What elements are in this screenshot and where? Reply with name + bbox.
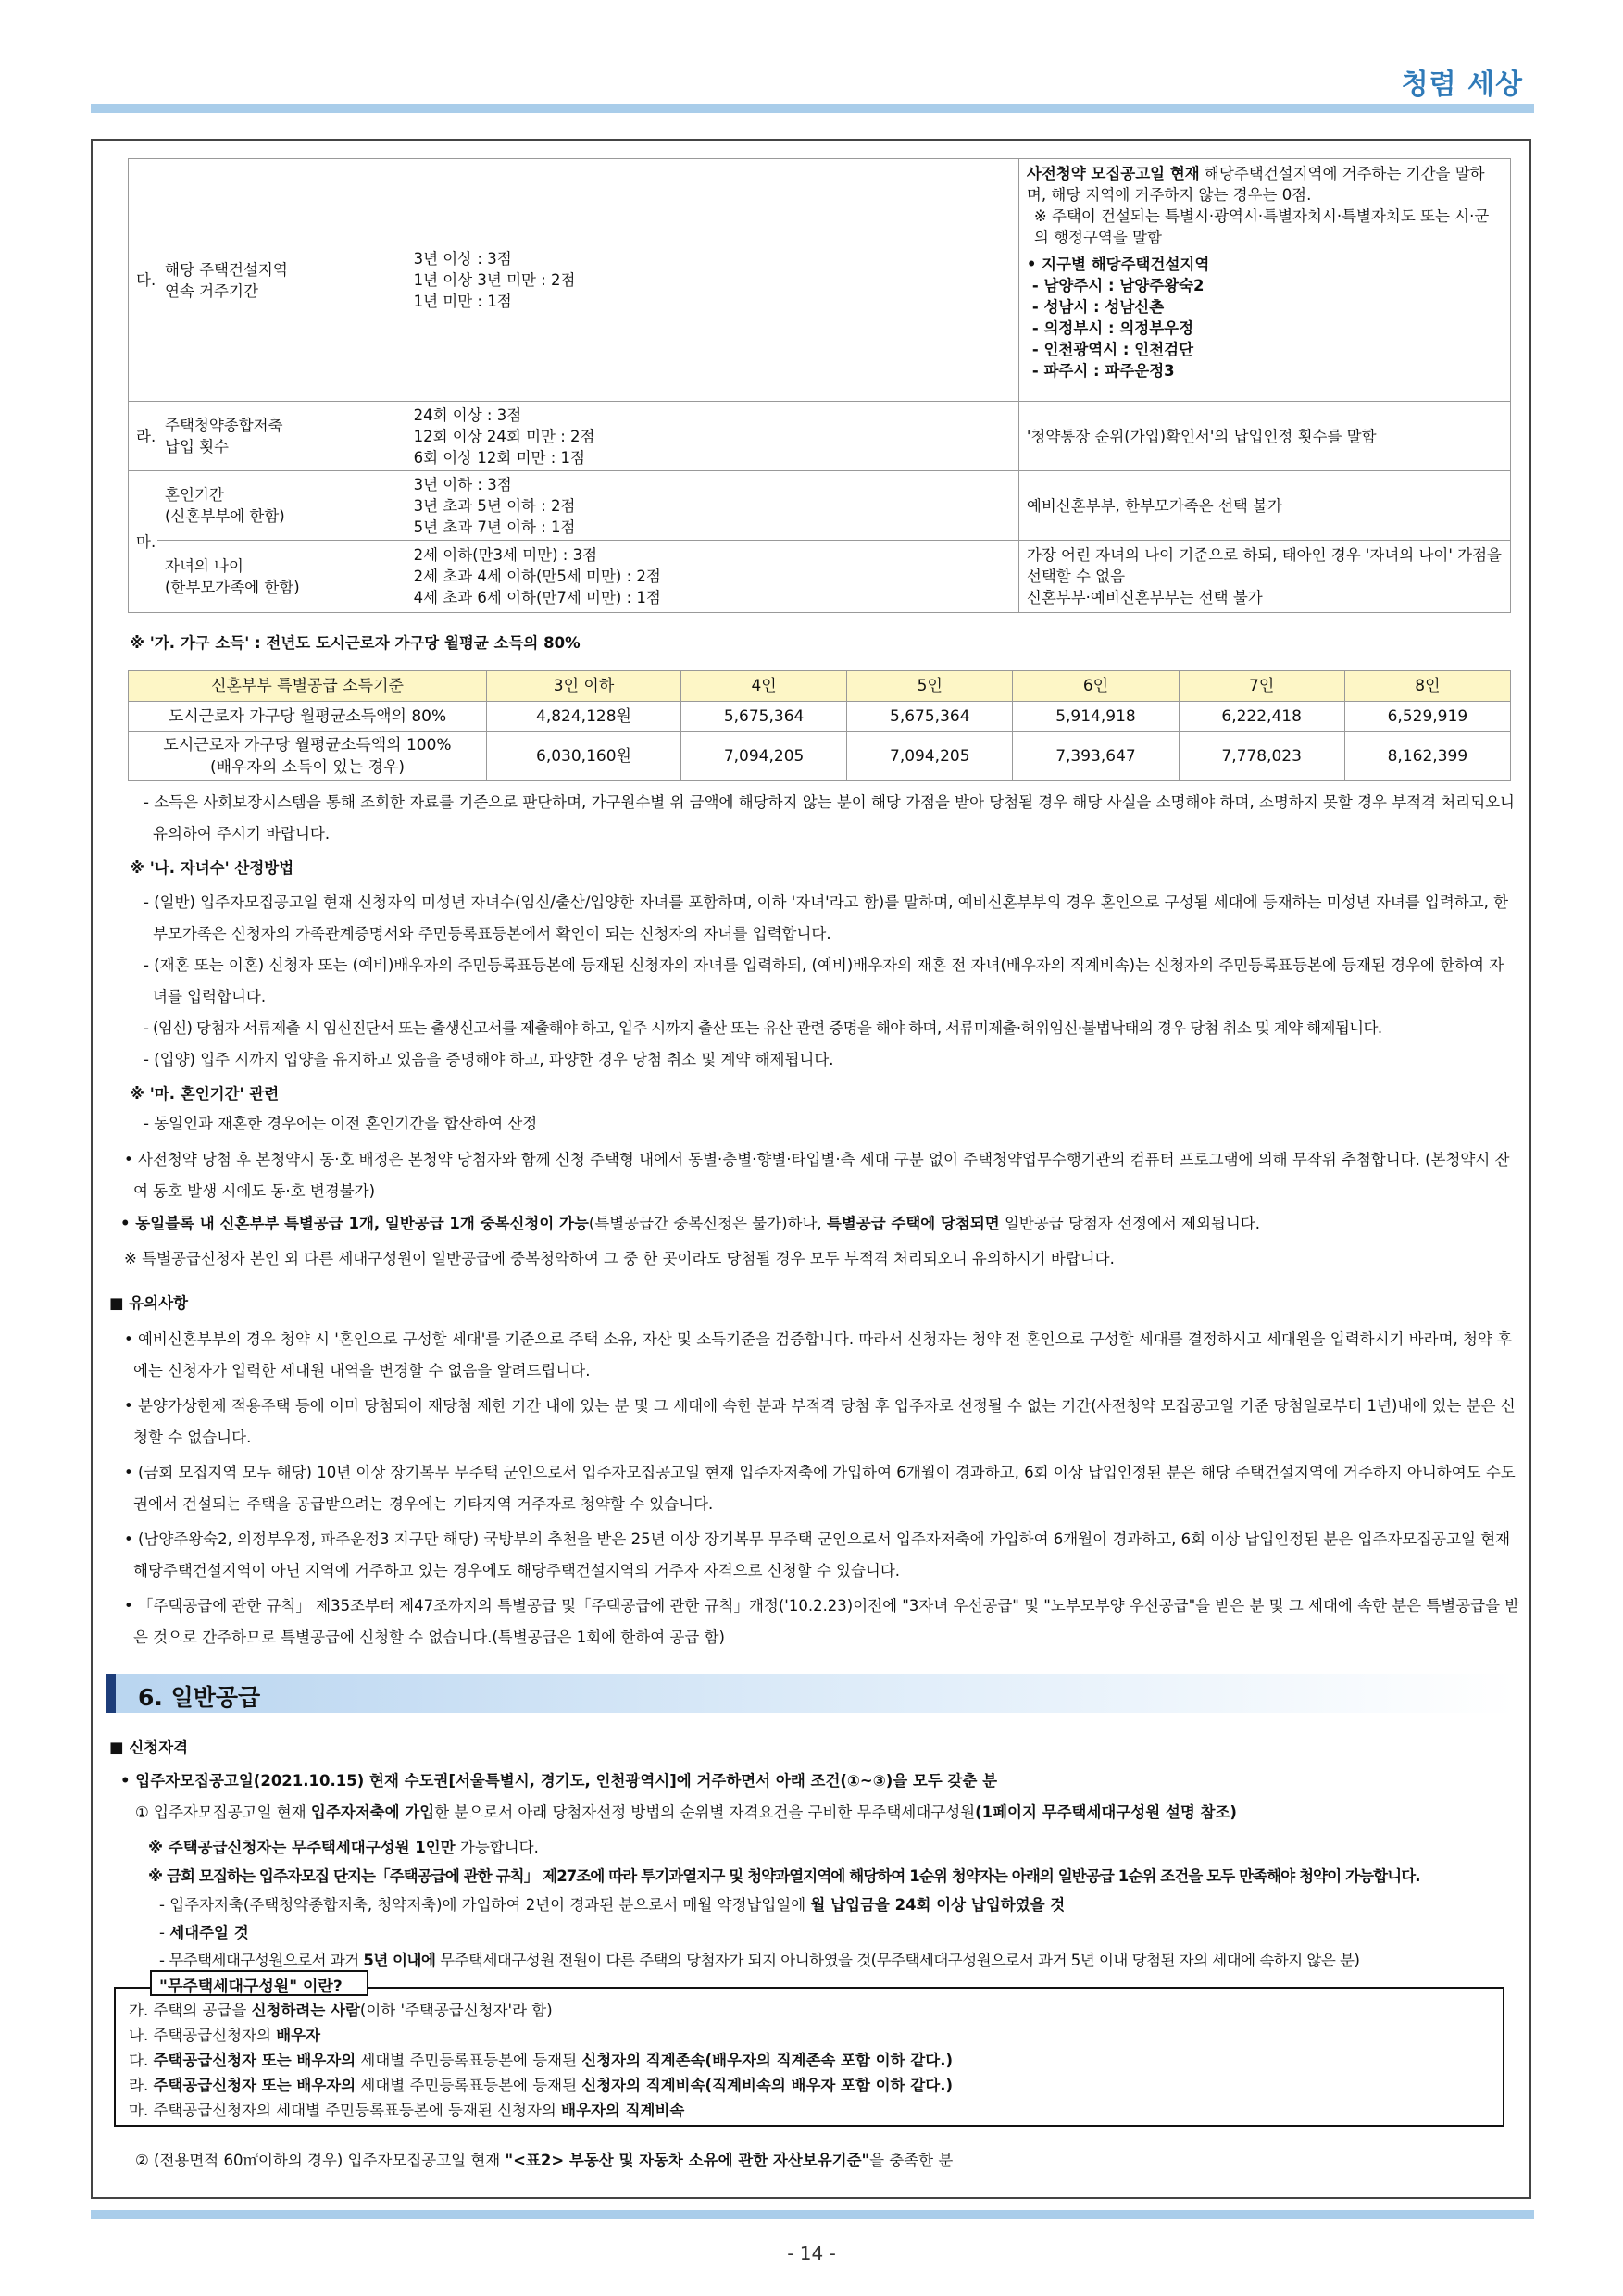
table-cell: 7,094,205 [847, 732, 1013, 781]
def-bold: 주택공급신청자 또는 배우자의 [153, 2052, 356, 2069]
child-item: - (일반) 입주자모집공고일 현재 신청자의 미성년 자녀수(임신/출산/입양한 자녀를 포함하며, 이하 '자녀'라고 함)를 말하며, 예비신혼부부의 경우 혼인으로 구성될 세대에 등재하는 미성년 자녀를 입력하고, 한부모가족은 신청자의 가족관계증명서와 주민등록표등본에서 확인이 되는 신청자의 자녀를 입력합니다. [144, 893, 1509, 942]
def-bold: 주택공급신청자 또는 배우자의 [153, 2077, 356, 2094]
definition-item [129, 2048, 1490, 2073]
top-rule [91, 104, 1534, 113]
caution-head: ■ 유의사항 [109, 1294, 189, 1312]
child-head: ※ '나. 자녀수' 산정방법 [130, 859, 294, 877]
table-cell: 7,094,205 [681, 732, 847, 781]
qualification-1-detail [159, 1894, 1065, 1916]
q1-d2-bold: 세대주일 것 [169, 1924, 249, 1941]
def-text: 세대별 주민등록표등본에 등재된 [356, 2077, 582, 2094]
q1-d3-text: - 무주택세대구성원으로서 과거 [159, 1952, 364, 1969]
note-rest: 해당주택건설지역에 거주하는 기간을 말하며, 해당 지역에 거주하지 않는 경우는 0점. [1026, 165, 1485, 204]
column-header: 신혼부부 특별공급 소득기준 [129, 671, 487, 702]
row-note: 예비신혼부부, 한부모가족은 선택 불가 [1018, 471, 1510, 541]
def-bold: 배우자 [276, 2027, 321, 2044]
column-header: 8인 [1344, 671, 1510, 702]
row-note: '청약통장 순위(가입)확인서'의 납입인정 횟수를 말함 [1018, 402, 1510, 471]
qualification-1 [135, 1802, 1237, 1824]
qualification-head: ■ 신청자격 [109, 1739, 189, 1756]
row-scores: 24회 이상 : 3점 12회 이상 24회 미만 : 2점 6회 이상 12회 미만 : 1점 [406, 402, 1018, 471]
note-sub: ※ 주택이 건설되는 특별시·광역시·특별자치시·특별자치도 또는 시·군의 행정구역을 말함 [1033, 207, 1490, 246]
table-row [129, 702, 1511, 732]
q1-note-bold: ※ 주택공급신청자는 무주택세대구성원 1인만 [148, 1839, 456, 1856]
row-category: 주택청약종합저축 납입 횟수 [157, 402, 406, 471]
bullet-draw: • 사전청약 당첨 후 본청약시 동·호 배정은 본청약 당첨자와 함께 신청 주택형 내에서 동별·층별·향별·타입별·측 세대 구분 없이 주택청약업무수행기관의 컴퓨터 프로그램에 의해 무작위 추첨합니다. (본청약시 잔여 동호 발생 시에도 동·호 변경불가) [124, 1151, 1510, 1200]
table-cell: 7,393,647 [1013, 732, 1179, 781]
income-note: ※ '가. 가구 소득' : 전년도 도시근로자 가구당 월평균 소득의 80% [130, 634, 581, 652]
section-title: 6. 일반공급 [138, 1684, 261, 1711]
row-label: 마. [129, 471, 158, 613]
def-text: 다. [129, 2052, 154, 2069]
qualification-1-detail [159, 1922, 249, 1944]
def-bold: 배우자의 직계비속 [561, 2102, 685, 2119]
cheongryeong-logo [1402, 61, 1523, 102]
q2-text2: 을 충족한 분 [869, 2152, 954, 2169]
def-bold: 신청자의 직계비속(직계비속의 배우자 포함 이하 같다.) [581, 2077, 954, 2094]
row-category: 혼인기간 (신혼부부에 한함) [157, 471, 406, 541]
def-text: (이하 '주택공급신청자'라 함) [359, 2002, 553, 2019]
bullet-duplicate-bold2: 특별공급 주택에 당첨되면 [826, 1215, 1000, 1232]
table-cell: 6,030,160원 [487, 732, 681, 781]
column-header: 4인 [681, 671, 847, 702]
table-row [129, 402, 1511, 471]
q1-d1-text: - 입주자저축(주택청약종합저축, 청약저축)에 가입하여 2년이 경과된 분으로서 매월 약정납입일에 [159, 1896, 811, 1914]
region-item: - 파주시 : 파주운정3 [1031, 362, 1175, 380]
section-6-header [106, 1674, 1517, 1713]
column-header: 7인 [1179, 671, 1344, 702]
def-text: 라. [129, 2077, 154, 2094]
bullet-duplicate-text2: 일반공급 당첨자 선정에서 제외됩니다. [999, 1215, 1260, 1232]
column-header: 3인 이하 [487, 671, 681, 702]
qualification-1-detail [159, 1950, 1359, 1972]
row-note [1018, 159, 1510, 402]
child-item: - (임신) 당첨자 서류제출 시 임신진단서 또는 출생신고서를 제출해야 하고, 입주 시까지 출산 또는 유산 관련 증명을 해야 하며, 서류미제출·허위임신·불법낙태의 경우 당첨 취소 및 계약 해제됩니다. [144, 1019, 1382, 1037]
table-row [129, 732, 1511, 781]
score-criteria-table [128, 158, 1511, 613]
q1-bold: 입주자저축에 가입 [310, 1803, 435, 1821]
definition-item [129, 1998, 1490, 2023]
caution-item: • (금회 모집지역 모두 해당) 10년 이상 장기복무 무주택 군인으로서 입주자모집공고일 현재 입주자저축에 가입하여 6개월이 경과하고, 6회 이상 납입인정된 분은 해당 주택건설지역에 거주하지 아니하여도 수도권에서 건설되는 주택을 공급받으려는 경우에는 기타지역 거주자로 청약할 수 있습니다. [124, 1464, 1516, 1513]
page-number: - 14 - [787, 2242, 836, 2265]
section-bar [106, 1674, 116, 1713]
caution-item: • 예비신혼부부의 경우 청약 시 '혼인으로 구성할 세대'를 기준으로 주택 소유, 자산 및 소득기준을 검증합니다. 따라서 신청자는 청약 전 혼인으로 구성할 세대를 결정하시고 세대원을 입력하시기 바라며, 청약 후에는 신청자가 입력한 세대원 내역을 변경할 수 없음을 알려드립니다. [124, 1330, 1513, 1379]
income-desc: - 소득은 사회보장시스템을 통해 조회한 자료를 기준으로 판단하며, 가구원수별 위 금액에 해당하지 않는 분이 해당 가점을 받아 당첨될 경우 해당 사실을 소명해야 하며, 소명하지 못할 경우 부적격 처리되오니 유의하여 주시기 바랍니다. [144, 793, 1515, 842]
row-label: 도시근로자 가구당 월평균소득액의 80% [129, 702, 487, 732]
income-table [128, 670, 1511, 781]
region-item: - 성남시 : 성남신촌 [1031, 298, 1165, 316]
definition-item [129, 2073, 1490, 2098]
row-scores: 3년 이상 : 3점 1년 이상 3년 미만 : 2점 1년 미만 : 1점 [406, 159, 1018, 402]
def-text: 세대별 주민등록표등본에 등재된 [356, 2052, 582, 2069]
qualification-1-note1 [148, 1837, 539, 1859]
row-label: 다. [129, 159, 158, 402]
table-row [129, 159, 1511, 402]
caution-item: • 분양가상한제 적용주택 등에 이미 당첨되어 재당첨 제한 기간 내에 있는 분 및 그 세대에 속한 분과 부적격 당첨 후 입주자로 선정될 수 없는 기간(사전청약 모집공고일 기준 당첨일로부터 1년)내에 있는 분은 신청할 수 없습니다. [124, 1397, 1516, 1446]
q2-bold: "<표2> 부동산 및 자동차 소유에 관한 자산보유기준" [505, 2152, 870, 2169]
table-cell: 5,675,364 [847, 702, 1013, 732]
row-category: 해당 주택건설지역 연속 거주기간 [157, 159, 406, 402]
table-cell: 6,529,919 [1344, 702, 1510, 732]
q1-d2-text: - [159, 1924, 170, 1941]
caution-item: • (남양주왕숙2, 의정부우정, 파주운정3 지구만 해당) 국방부의 추천을 받은 25년 이상 장기복무 무주택 군인으로서 입주자저축에 가입하여 6개월이 경과하고, 6회 이상 납입인정된 분은 입주자모집공고일 현재 해당주택건설지역이 아닌 지역에 거주하고 있는 경우에도 해당주택건설지역의 거주자 자격으로 신청할 수 있습니다. [124, 1530, 1511, 1579]
qualification-main: • 입주자모집공고일(2021.10.15) 현재 수도권[서울특별시, 경기도, 인천광역시]에 거주하면서 아래 조건(①~③)을 모두 갖춘 분 [120, 1772, 998, 1790]
table-cell: 5,675,364 [681, 702, 847, 732]
region-item: - 인천광역시 : 인천검단 [1031, 341, 1194, 358]
def-text: 마. 주택공급신청자의 세대별 주민등록표등본에 등재된 신청자의 [129, 2102, 562, 2119]
bullet-duplicate-bold: • 동일블록 내 신혼부부 특별공급 1개, 일반공급 1개 중복신청이 가능 [120, 1215, 589, 1232]
def-bold: 신청자의 직계존속(배우자의 직계존속 포함 이하 같다.) [581, 2052, 954, 2069]
caution-item: • 「주택공급에 관한 규칙」 제35조부터 제47조까지의 특별공급 및「주택공급에 관한 규칙」개정('10.2.23)이전에 "3자녀 우선공급" 및 "노부모부양 우선공급"을 받은 분 및 그 세대에 속한 분은 특별공급을 받은 것으로 간주하므로 특별공급에 신청할 수 없습니다.(특별공급은 1회에 한하여 공급 함) [124, 1597, 1520, 1646]
def-text: 가. 주택의 공급을 [129, 2002, 252, 2019]
row-scores: 2세 이하(만3세 미만) : 3점 2세 초과 4세 이하(만5세 미만) : 2점 4세 초과 6세 이하(만7세 미만) : 1점 [406, 541, 1018, 613]
q1-text2: 한 분으로서 아래 당첨자선정 방법의 순위별 자격요건을 구비한 무주택세대구성원 [434, 1803, 976, 1821]
row-note: 가장 어린 자녀의 나이 기준으로 하되, 태아인 경우 '자녀의 나이' 가점을 선택할 수 없음 신혼부부·예비신혼부부는 선택 불가 [1018, 541, 1510, 613]
q1-d3-bold: 5년 이내에 [363, 1952, 436, 1969]
q1-note-text: 가능합니다. [455, 1839, 539, 1856]
q1-d1-bold: 월 납입금을 24회 이상 납입하였을 것 [810, 1896, 1066, 1914]
q2-text: ② (전용면적 60㎡이하의 경우) 입주자모집공고일 현재 [135, 2152, 506, 2169]
def-bold: 신청하려는 사람 [251, 2002, 360, 2019]
q1-text: ① 입주자모집공고일 현재 [135, 1803, 311, 1821]
table-cell: 6,222,418 [1179, 702, 1344, 732]
child-item: - (입양) 입주 시까지 입양을 유지하고 있음을 증명해야 하고, 파양한 경우 당첨 취소 및 계약 해제됩니다. [144, 1051, 834, 1068]
row-label: 라. [129, 402, 158, 471]
definition-box [114, 1987, 1504, 2127]
definition-title: "무주택세대구성원" 이란? [150, 1970, 368, 1996]
qualification-2 [135, 2150, 953, 2172]
regions-title: • 지구별 해당주택건설지역 [1026, 256, 1210, 273]
q1-bold2: (1페이지 무주택세대구성원 설명 참조) [975, 1803, 1237, 1821]
column-header: 6인 [1013, 671, 1179, 702]
table-row [129, 471, 1511, 541]
bullet-duplicate-text: (특별공급간 중복신청은 불가)하나, [588, 1215, 827, 1232]
qualification-1-note2: ※ 금회 모집하는 입주자모집 단지는「주택공급에 관한 규칙」 제27조에 따라 투기과열지구 및 청약과열지역에 해당하여 1순위 청약자는 아래의 일반공급 1순위 조건을 모두 만족해야 청약이 가능합니다. [148, 1867, 1420, 1885]
table-header-row [129, 671, 1511, 702]
definition-item [129, 2023, 1490, 2048]
note-duplicate: ※ 특별공급신청자 본인 외 다른 세대구성원이 일반공급에 중복청약하여 그 중 한 곳이라도 당첨될 경우 모두 부적격 처리되오니 유의하시기 바랍니다. [124, 1250, 1115, 1267]
child-item: - (재혼 또는 이혼) 신청자 또는 (예비)배우자의 주민등록표등본에 등재된 신청자의 자녀를 입력하되, (예비)배우자의 재혼 전 자녀(배우자의 직계비속)는 신청자의 주민등록표등본에 등재된 경우에 한하여 자녀를 입력합니다. [144, 956, 1504, 1005]
region-item: - 남양주시 : 남양주왕숙2 [1031, 277, 1205, 294]
row-category: 자녀의 나이 (한부모가족에 한함) [157, 541, 406, 613]
column-header: 5인 [847, 671, 1013, 702]
table-cell: 5,914,918 [1013, 702, 1179, 732]
bottom-rule [91, 2210, 1534, 2219]
table-cell: 7,778,023 [1179, 732, 1344, 781]
region-item: - 의정부시 : 의정부우정 [1031, 319, 1194, 337]
table-cell: 4,824,128원 [487, 702, 681, 732]
bullet-duplicate [120, 1213, 1260, 1235]
row-label: 도시근로자 가구당 월평균소득액의 100% (배우자의 소득이 있는 경우) [129, 732, 487, 781]
note-bold: 사전청약 모집공고일 현재 [1026, 165, 1200, 182]
table-row [129, 541, 1511, 613]
def-text: 나. 주택공급신청자의 [129, 2027, 277, 2044]
definition-item [129, 2098, 1490, 2123]
marriage-head: ※ '마. 혼인기간' 관련 [130, 1085, 280, 1103]
row-scores: 3년 이하 : 3점 3년 초과 5년 이하 : 2점 5년 초과 7년 이하 : 1점 [406, 471, 1018, 541]
table-cell: 8,162,399 [1344, 732, 1510, 781]
marriage-item: - 동일인과 재혼한 경우에는 이전 혼인기간을 합산하여 산정 [144, 1115, 538, 1132]
logo-text: 청렴 세상 [1401, 69, 1523, 101]
q1-d3-text2: 무주택세대구성원 전원이 다른 주택의 당첨자가 되지 아니하였을 것(무주택세대구성원으로서 과거 5년 이내 당첨된 자의 세대에 속하지 않은 분) [435, 1952, 1360, 1969]
